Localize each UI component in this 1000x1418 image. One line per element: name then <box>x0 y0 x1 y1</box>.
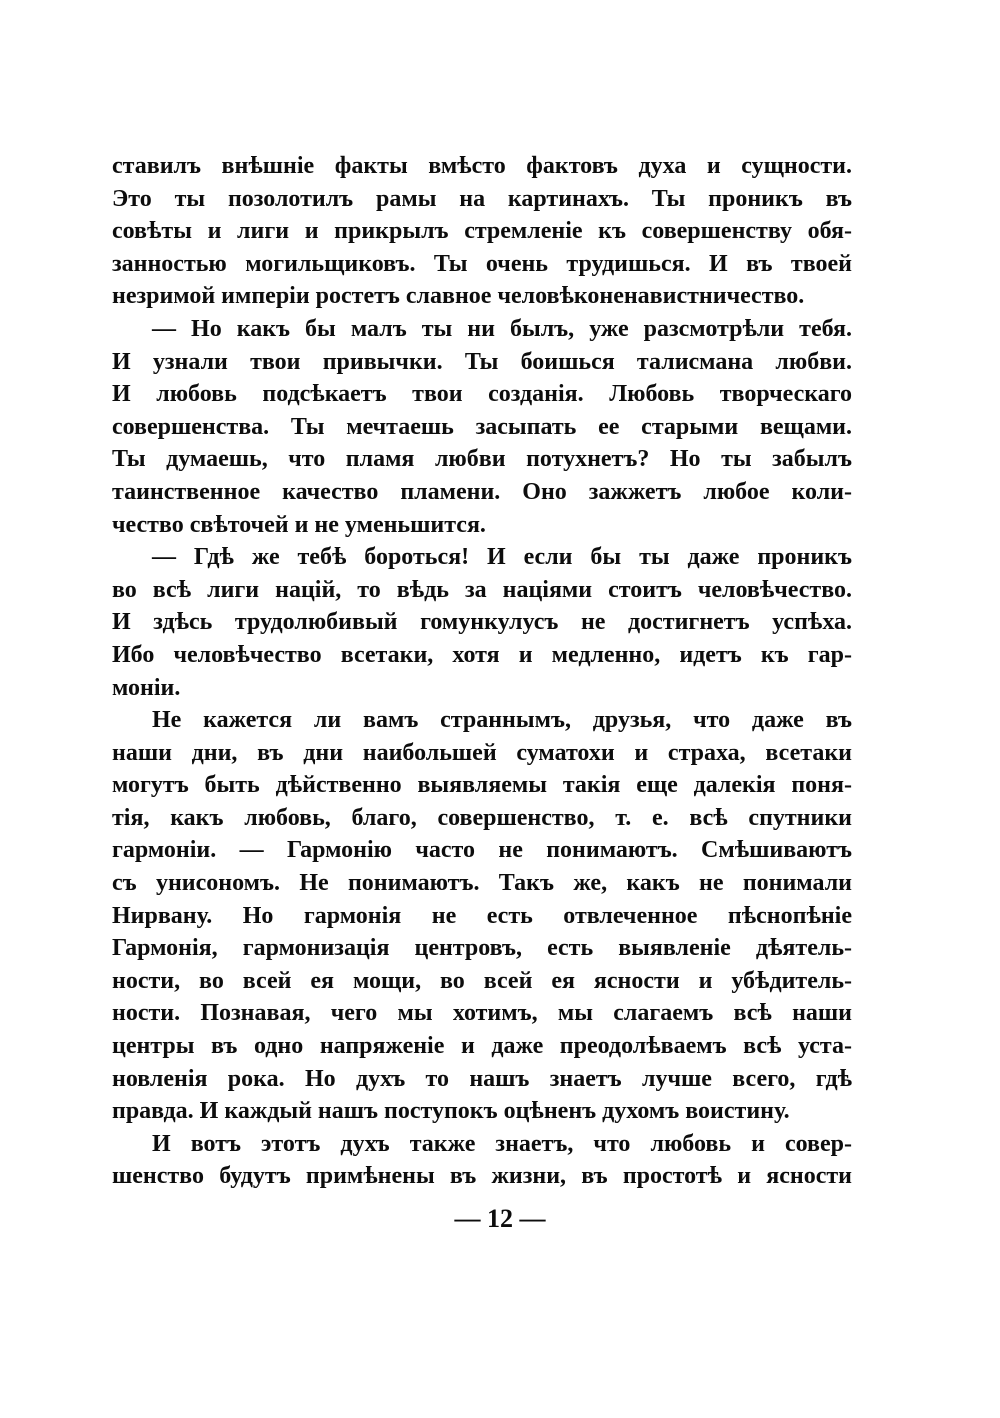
text-line: моніи. <box>112 674 181 701</box>
text-line: — Но какъ бы малъ ты ни былъ, уже разсмотрѣли тебя. <box>152 315 852 342</box>
text-line: — Гдѣ же тебѣ бороться! И если бы ты даже проникъ <box>152 544 852 571</box>
text-line: ставилъ внѣшніе факты вмѣсто фактовъ духа и сущности. <box>112 153 852 179</box>
text-line: съ унисономъ. Не понимаютъ. Такъ же, какъ не понимали <box>112 870 852 897</box>
body-text <box>112 150 852 1193</box>
text-line: И здѣсь трудолюбивый гомункулусъ не достигнетъ успѣха. <box>112 609 852 636</box>
text-line: Ты думаешь, что пламя любви потухнетъ? Но ты забылъ <box>112 446 852 473</box>
text-line: таинственное качество пламени. Оно зажжетъ любое коли- <box>112 478 852 505</box>
text-line: Это ты позолотилъ рамы на картинахъ. Ты проникъ въ <box>112 185 852 212</box>
text-line: Гармонія, гармонизація центровъ, есть выявленіе дѣятель- <box>112 935 852 962</box>
text-line: центры въ одно напряженіе и даже преодолѣваемъ всѣ уста- <box>112 1033 852 1060</box>
text-line: гармоніи. — Гармонію часто не понимаютъ. Смѣшиваютъ <box>112 837 852 864</box>
text-line: Ибо человѣчество всетаки, хотя и медленно, идетъ къ гар- <box>112 641 852 668</box>
text-line: совершенства. Ты мечтаешь засыпать ее старыми вещами. <box>112 413 852 440</box>
text-line: занностью могильщиковъ. Ты очень трудишься. И въ твоей <box>112 250 852 277</box>
page-number: — 12 — <box>454 1204 546 1233</box>
text-line: ности. Познавая, чего мы хотимъ, мы слагаемъ всѣ наши <box>112 1000 852 1027</box>
text-line: тія, какъ любовь, благо, совершенство, т. е. всѣ спутники <box>112 804 852 831</box>
text-line: И любовь подсѣкаетъ твои созданія. Любовь творческаго <box>112 381 852 408</box>
text-line: наши дни, въ дни наибольшей суматохи и страха, всетаки <box>112 739 852 766</box>
text-line: ности, во всей ея мощи, во всей ея ясности и убѣдитель- <box>112 967 852 994</box>
text-line: чество свѣточей и не уменьшится. <box>112 511 486 538</box>
text-line: Не кажется ли вамъ страннымъ, друзья, что даже въ <box>152 707 852 734</box>
text-line: И вотъ этотъ духъ также знаетъ, что любовь и совер- <box>152 1130 852 1157</box>
text-line: И узнали твои привычки. Ты боишься талисмана любви. <box>112 348 852 375</box>
text-line: совѣты и лиги и прикрылъ стремленіе къ совершенству обя- <box>112 218 852 245</box>
text-line: шенство будутъ примѣнены въ жизни, въ простотѣ и ясности <box>112 1163 852 1190</box>
text-line: новленія рока. Но духъ то нашъ знаетъ лучше всего, гдѣ <box>112 1065 852 1092</box>
text-line: Нирвану. Но гармонія не есть отвлеченное пѣснопѣніе <box>112 902 852 929</box>
text-line: незримой имперіи ростетъ славное человѣконенавистничество. <box>112 283 805 310</box>
text-line: правда. И каждый нашъ поступокъ оцѣненъ духомъ воистину. <box>112 1098 790 1125</box>
text-line: во всѣ лиги націй, то вѣдь за націями стоитъ человѣчество. <box>112 576 852 603</box>
text-line: могутъ быть дѣйственно выявляемы такія еще далекія поня- <box>112 772 852 799</box>
